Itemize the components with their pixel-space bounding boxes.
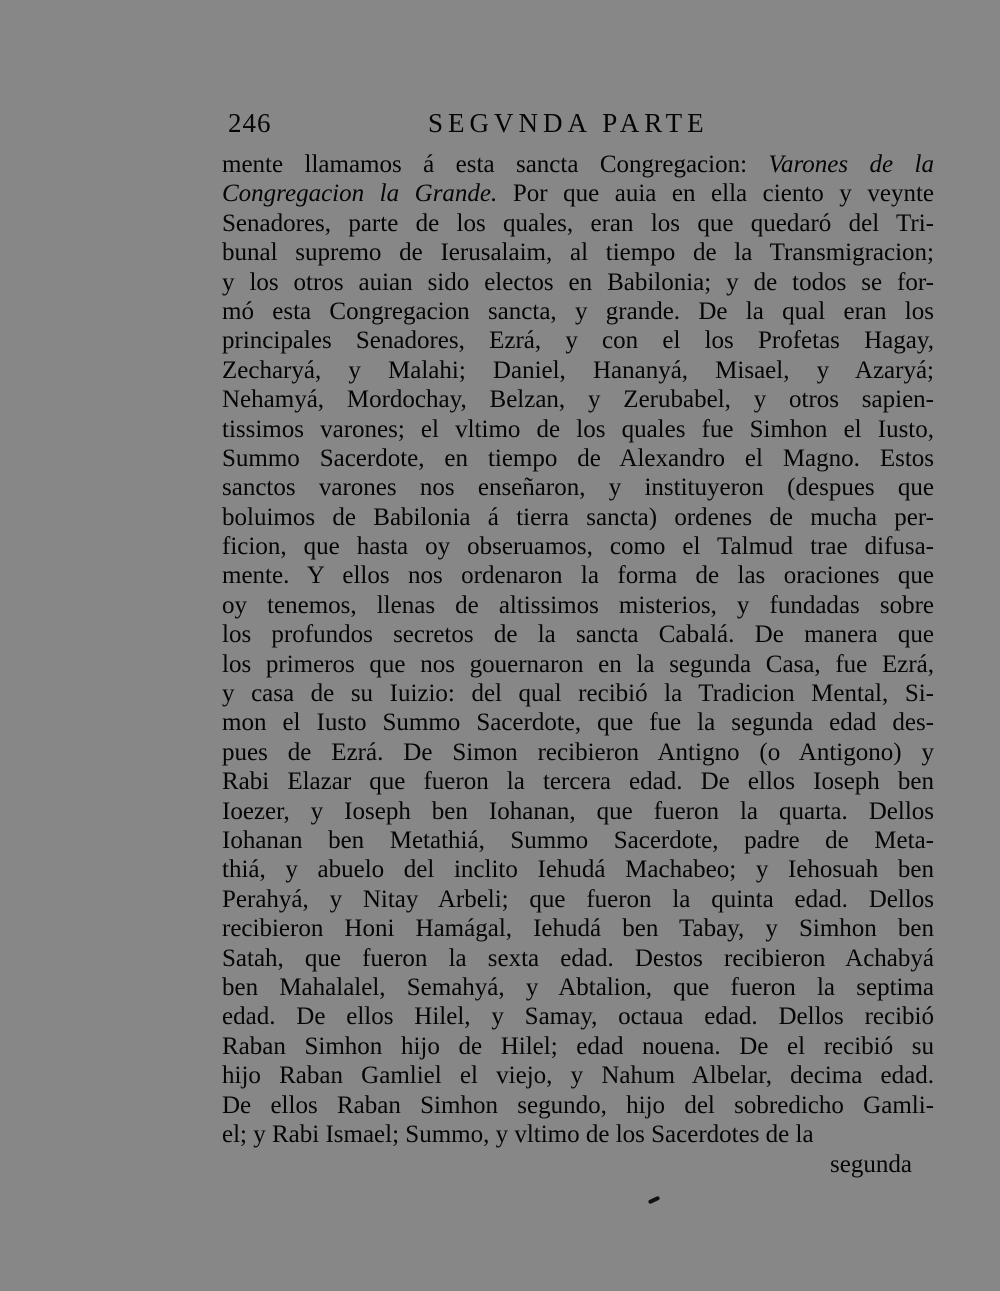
text-line: Raban Simhon hijo de Hilel; edad nouena. De el recibió su [222,1032,934,1060]
text-line: y casa de su Iuizio: del qual recibió la Tradicion Mental, Si- [222,680,934,708]
text-line: mente. Y ellos nos ordenaron la forma de las oraciones que [222,562,934,590]
body-text [222,150,934,1149]
italic-phrase: Varones de la [768,151,934,178]
text-line: thiá, y abuelo del inclito Iehudá Machabeo; y Iehosuah ben [222,856,934,884]
text-line: ficion, que hasta oy obseruamos, como el Talmud trae difusa- [222,533,934,561]
catchword: segunda [830,1151,912,1178]
ink-speck [648,1196,661,1205]
text-line: los primeros que nos gouernaron en la segunda Casa, fue Ezrá, [222,650,934,678]
text-line: Rabi Elazar que fueron la tercera edad. De ellos Ioseph ben [222,768,934,796]
text-line [222,150,934,179]
text-line: Summo Sacerdote, en tiempo de Alexandro el Magno. Estos [222,444,934,472]
text-line: sanctos varones nos enseñaron, y instituyeron (despues que [222,474,934,502]
text-line: oy tenemos, llenas de altissimos misterios, y fundadas sobre [222,591,934,619]
text-line: Zecharyá, y Malahi; Daniel, Hananyá, Misael, y Azaryá; [222,356,934,384]
text-line: De ellos Raban Simhon segundo, hijo del sobredicho Gamli- [222,1091,934,1119]
text-line: Satah, que fueron la sexta edad. Destos recibieron Achabyá [222,944,934,972]
italic-phrase: Congregacion la Grande. [222,180,498,208]
text-line: recibieron Honi Hamágal, Iehudá ben Tabay, y Simhon ben [222,915,934,943]
text-line-roman: mente llamamos á esta sancta Congregacion: [222,151,769,178]
page-header [228,108,788,144]
text-line: Ioezer, y Ioseph ben Iohanan, que fueron la quarta. Dellos [222,797,934,825]
text-line: el; y Rabi Ismael; Summo, y vltimo de los Sacerdotes de la [222,1120,814,1148]
text-line: mon el Iusto Summo Sacerdote, que fue la segunda edad des- [222,709,934,737]
page-number: 246 [228,108,272,138]
text-line-roman: Por que auia en ella ciento y veynte [497,180,934,208]
text-line: Perahyá, y Nitay Arbeli; que fueron la quinta edad. Dellos [222,885,934,913]
running-head: SEGVNDA PARTE [428,108,709,138]
text-line: Nehamyá, Mordochay, Belzan, y Zerubabel, y otros sapien- [222,386,934,414]
text-line: pues de Ezrá. De Simon recibieron Antigno (o Antigono) y [222,738,934,766]
text-line: Iohanan ben Metathiá, Summo Sacerdote, padre de Meta- [222,826,934,854]
text-line: los profundos secretos de la sancta Cabalá. De manera que [222,621,934,649]
text-line: hijo Raban Gamliel el viejo, y Nahum Albelar, decima edad. [222,1062,934,1090]
text-line [222,179,934,208]
text-line: Senadores, parte de los quales, eran los que quedaró del Tri- [222,209,934,237]
text-line: edad. De ellos Hilel, y Samay, octaua edad. Dellos recibió [222,1003,934,1031]
text-line: boluimos de Babilonia á tierra sancta) ordenes de mucha per- [222,503,934,531]
text-line: principales Senadores, Ezrá, y con el los Profetas Hagay, [222,327,934,355]
text-line: ben Mahalalel, Semahyá, y Abtalion, que fueron la septima [222,973,934,1001]
text-line: bunal supremo de Ierusalaim, al tiempo de la Transmigracion; [222,239,934,267]
text-line: y los otros auian sido electos en Babilonia; y de todos se for- [222,268,934,296]
text-line: mó esta Congregacion sancta, y grande. De la qual eran los [222,297,934,325]
text-line: tissimos varones; el vltimo de los quales fue Simhon el Iusto, [222,415,934,443]
